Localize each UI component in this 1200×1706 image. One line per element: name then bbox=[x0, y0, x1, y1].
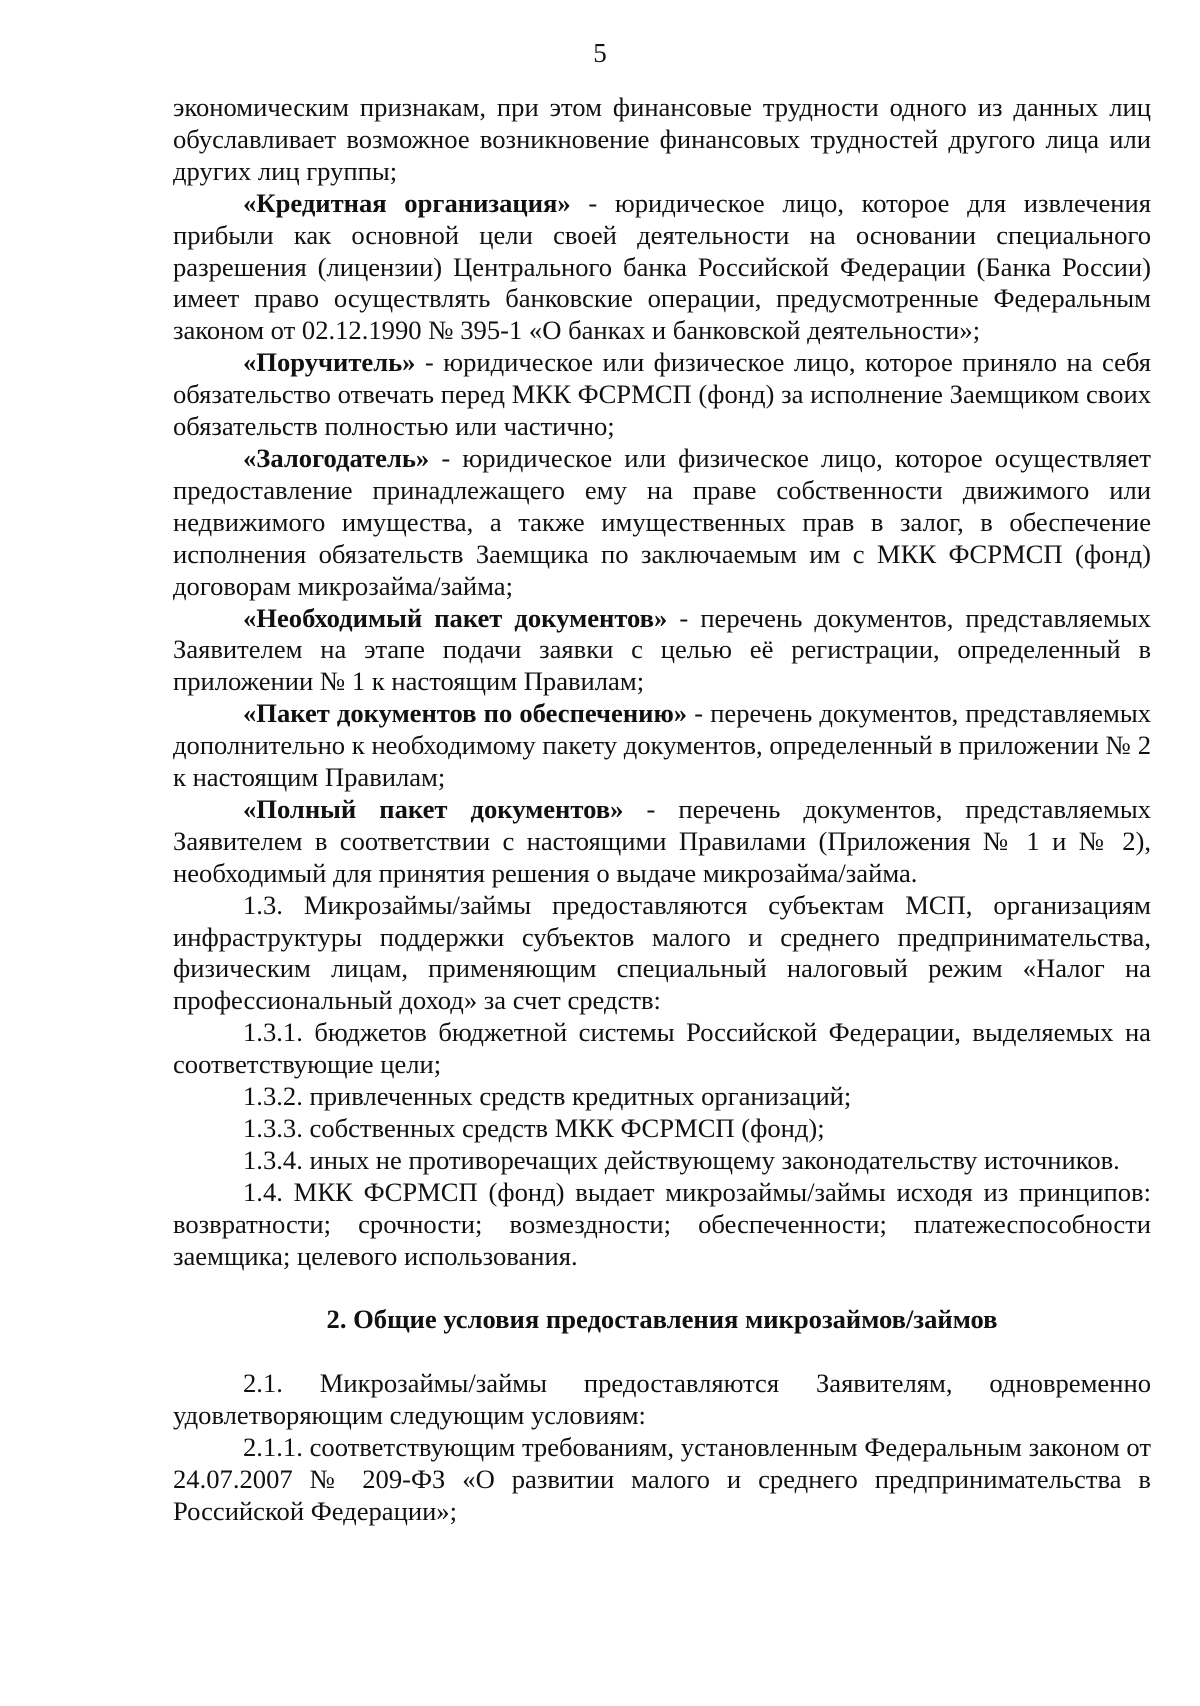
paragraph-text: 2.1.1. соответствующим требованиям, установленным Федеральным законом от 24.07.2007 № 209-ФЗ «О развитии малого и среднего предпринимательства в Российской Федерации»; bbox=[173, 1432, 1151, 1527]
paragraph-text: - юридическое лицо, которое для извлечения прибыли как основной цели своей деятельности на основании специального разрешения (лицензии) Центрального банка Российской Федерации (Банка России) имеет право осуществлять банковские операции, предусмотренные Федеральным законом от 02.12.1990 № 395-1 «О банках и банковской деятельности»; bbox=[173, 187, 1151, 346]
paragraph bbox=[173, 443, 1151, 603]
paragraph bbox=[173, 1368, 1151, 1432]
paragraphs-before-heading bbox=[173, 92, 1151, 1273]
defined-term: «Залогодатель» bbox=[243, 442, 430, 473]
paragraph bbox=[173, 890, 1151, 1018]
paragraph bbox=[173, 698, 1151, 794]
paragraph-text: 1.3.3. собственных средств МКК ФСРМСП (фонд); bbox=[243, 1113, 825, 1143]
paragraph-text: - перечень документов, представляемых дополнительно к необходимому пакету документов, определенный в приложении № 2 к настоящим Правилам; bbox=[173, 698, 1151, 793]
defined-term: «Необходимый пакет документов» bbox=[243, 602, 668, 633]
paragraph bbox=[173, 603, 1151, 699]
paragraph bbox=[173, 1177, 1151, 1273]
paragraphs-after-heading bbox=[173, 1368, 1151, 1528]
page-body bbox=[173, 92, 1151, 1528]
paragraph-text: 1.3.1. бюджетов бюджетной системы Российской Федерации, выделяемых на соответствующие цели; bbox=[173, 1017, 1151, 1080]
paragraph bbox=[173, 1017, 1151, 1081]
paragraph-text: 1.3.4. иных не противоречащих действующему законодательству источников. bbox=[243, 1144, 1120, 1175]
paragraph-text: - юридическое или физическое лицо, которое осуществляет предоставление принадлежащего ему на праве собственности движимого или недвижимого имущества, а также имущественных прав в залог, в обеспечение исполнения обязательств Заемщика по заключаемым им с МКК ФСРМСП (фонд) договорам микрозайма/займа; bbox=[173, 442, 1151, 601]
defined-term: «Пакет документов по обеспечению» bbox=[243, 698, 688, 729]
defined-term: «Поручитель» bbox=[243, 347, 416, 378]
paragraph bbox=[173, 92, 1151, 188]
paragraph bbox=[173, 188, 1151, 348]
paragraph-text: 1.3. Микрозаймы/займы предоставляются субъектам МСП, организациям инфраструктуры поддержки субъектов малого и среднего предпринимательства, физическим лицам, применяющим специальный налоговый режим «Налог на профессиональный доход» за счет средств: bbox=[173, 889, 1151, 1016]
paragraph-text: 2.1. Микрозаймы/займы предоставляются Заявителям, одновременно удовлетворяющим следующим условиям: bbox=[173, 1368, 1151, 1431]
defined-term: «Кредитная организация» bbox=[243, 187, 571, 218]
paragraph-text: экономическим признакам, при этом финансовые трудности одного из данных лиц обуславливает возможное возникновение финансовых трудностей другого лица или других лиц группы; bbox=[173, 92, 1151, 186]
paragraph-text: - перечень документов, представляемых Заявителем на этапе подачи заявки с целью её регистрации, определенный в приложении № 1 к настоящим Правилам; bbox=[173, 602, 1151, 697]
paragraph-text: - перечень документов, представляемых Заявителем в соответствии с настоящими Правилами (Приложения № 1 и № 2), необходимый для принятия решения о выдаче микрозайма/займа. bbox=[173, 793, 1151, 888]
defined-term: «Полный пакет документов» bbox=[243, 793, 624, 824]
paragraph-text: 1.3.2. привлеченных средств кредитных организаций; bbox=[243, 1081, 852, 1112]
paragraph bbox=[173, 1432, 1151, 1528]
page-number: 5 bbox=[593, 38, 607, 68]
paragraph-text: 1.4. МКК ФСРМСП (фонд) выдает микрозаймы/займы исходя из принципов: возвратности; срочности; возмездности; обеспеченности; платежеспособности заемщика; целевого использования. bbox=[173, 1176, 1151, 1271]
paragraph bbox=[173, 1113, 1151, 1145]
paragraph bbox=[173, 1081, 1151, 1113]
paragraph bbox=[173, 1145, 1151, 1177]
paragraph bbox=[173, 794, 1151, 890]
paragraph bbox=[173, 347, 1151, 443]
paragraph-text: - юридическое или физическое лицо, которое приняло на себя обязательство отвечать перед МКК ФСРМСП (фонд) за исполнение Заемщиком своих обязательств полностью или частично; bbox=[173, 347, 1151, 442]
section-heading: 2. Общие условия предоставления микрозаймов/займов bbox=[326, 1303, 998, 1334]
